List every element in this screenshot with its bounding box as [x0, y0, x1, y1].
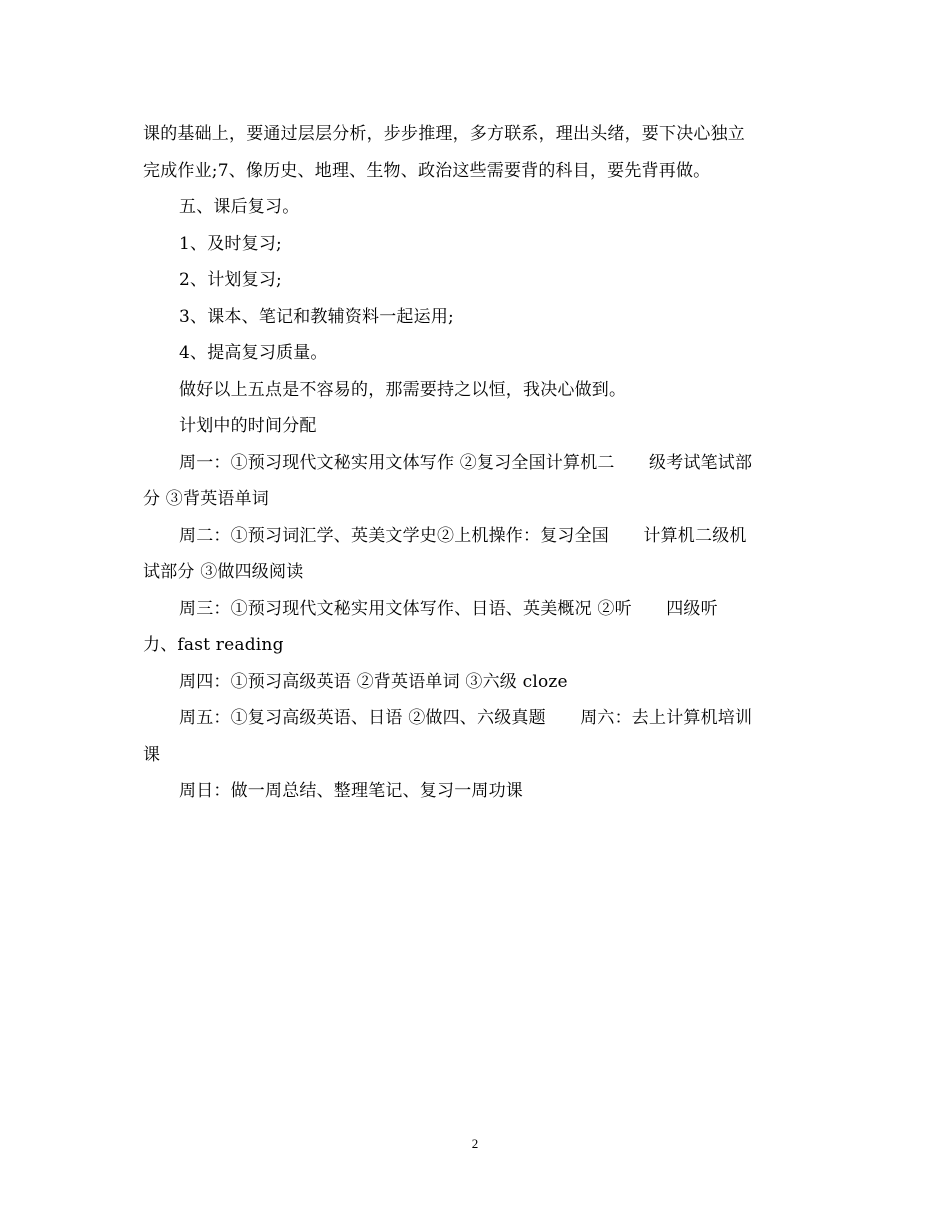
paragraph: 做好以上五点是不容易的，那需要持之以恒，我决心做到。	[179, 379, 627, 400]
section-heading: 五、课后复习。	[179, 197, 300, 217]
list-item: 2、计划复习;	[179, 270, 282, 290]
schedule-wednesday: 周三：①预习现代文秘实用文体写作、日语、英美概况 ②听 四级听	[179, 598, 718, 619]
list-item: 4、提高复习质量。	[179, 343, 328, 363]
subheading: 计划中的时间分配	[179, 416, 317, 436]
schedule-sunday: 周日：做一周总结、整理笔记、复习一周功课	[179, 781, 523, 801]
schedule-monday: 周一：①预习现代文秘实用文体写作 ②复习全国计算机二 级考试笔试部	[179, 452, 753, 473]
schedule-tuesday: 周二：①预习词汇学、英美文学史②上机操作：复习全国 计算机二级机	[179, 525, 747, 546]
document-body	[143, 116, 803, 810]
page-number: 2	[471, 1136, 479, 1151]
schedule-tuesday-continued: 试部分 ③做四级阅读	[143, 562, 304, 582]
schedule-wednesday-continued: 力、fast reading	[143, 635, 284, 655]
list-item: 1、及时复习;	[179, 233, 282, 254]
schedule-saturday-continued: 课	[143, 744, 161, 765]
text-line: 课的基础上，要通过层层分析，步步推理，多方联系，理出头绪，要下决心独立	[143, 124, 745, 144]
list-item: 3、课本、笔记和教辅资料一起运用;	[179, 306, 454, 327]
schedule-monday-continued: 分 ③背英语单词	[143, 489, 270, 509]
text-line: 完成作业;7、像历史、地理、生物、政治这些需要背的科目，要先背再做。	[143, 160, 711, 181]
schedule-thursday: 周四：①预习高级英语 ②背英语单词 ③六级 cloze	[179, 671, 568, 692]
schedule-friday-saturday: 周五：①复习高级英语、日语 ②做四、六级真题 周六：去上计算机培训	[179, 708, 753, 728]
